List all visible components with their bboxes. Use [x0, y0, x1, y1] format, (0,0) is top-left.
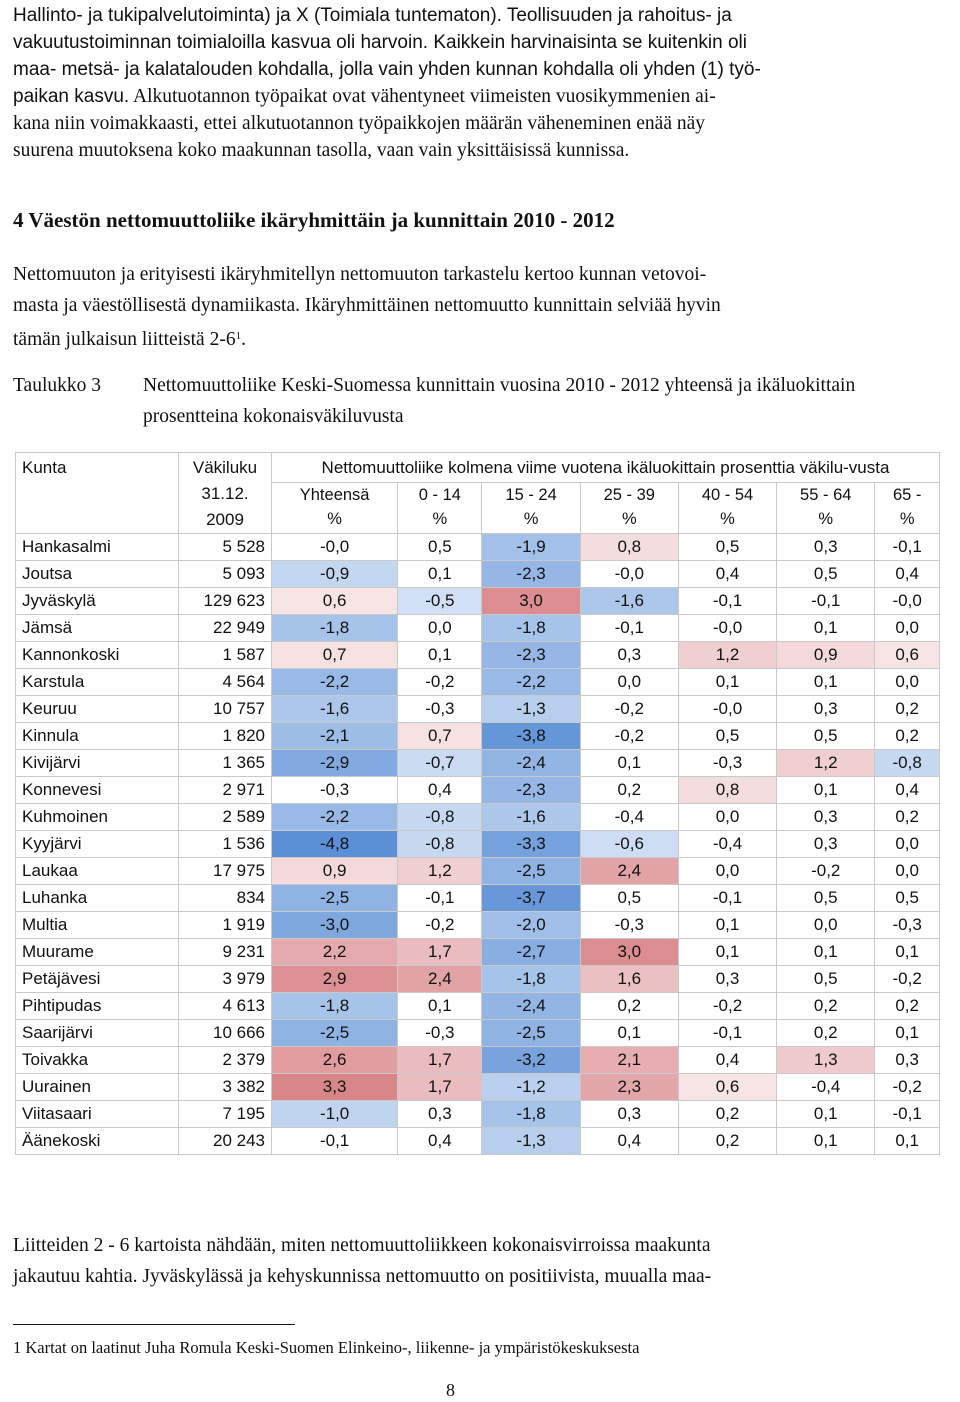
cell-value: 0,2: [875, 804, 940, 831]
cell-value: 0,3: [580, 1101, 678, 1128]
cell-value: 0,0: [678, 858, 776, 885]
cell-value: -0,0: [875, 588, 940, 615]
cell-value: 0,5: [777, 723, 875, 750]
cell-kunta: Petäjävesi: [16, 966, 179, 993]
cell-value: 0,2: [875, 696, 940, 723]
cell-kunta: Luhanka: [16, 885, 179, 912]
cell-value: -0,1: [678, 1020, 776, 1047]
cell-value: 1,2: [678, 642, 776, 669]
table-row: [16, 1074, 940, 1101]
cell-value: 0,3: [777, 831, 875, 858]
top-paragraph-line: suurena muutoksena koko maakunnan tasolla, vaan vain yksittäisissä kunnissa.: [13, 140, 630, 161]
cell-vakiluku: 1 365: [179, 750, 272, 777]
cell-value: -0,4: [777, 1074, 875, 1101]
cell-value: -0,2: [678, 993, 776, 1020]
column-header-label: 25 - 39: [603, 486, 655, 505]
cell-kunta: Jämsä: [16, 615, 179, 642]
cell-vakiluku: 4 564: [179, 669, 272, 696]
cell-value: 0,3: [580, 642, 678, 669]
cell-value: 0,1: [875, 1020, 940, 1047]
cell-kunta: Saarijärvi: [16, 1020, 179, 1047]
cell-value: -1,6: [580, 588, 678, 615]
cell-value: -1,8: [272, 615, 398, 642]
cell-value: -0,2: [398, 912, 482, 939]
top-paragraph-line: paikan kasvu.: [13, 86, 130, 107]
column-header: [580, 483, 678, 534]
cell-value: 2,3: [580, 1074, 678, 1101]
cell-value: -0,2: [398, 669, 482, 696]
header-vakiluku-line: 2009: [206, 510, 244, 529]
top-paragraph: [13, 0, 953, 164]
cell-value: 0,1: [777, 939, 875, 966]
cell-value: 1,2: [398, 858, 482, 885]
cell-value: -2,1: [272, 723, 398, 750]
cell-value: -2,7: [482, 939, 580, 966]
cell-value: -2,5: [482, 858, 580, 885]
cell-value: 0,2: [875, 723, 940, 750]
cell-value: 0,4: [678, 561, 776, 588]
cell-value: -2,3: [482, 561, 580, 588]
cell-value: -3,7: [482, 885, 580, 912]
cell-value: 0,5: [875, 885, 940, 912]
table-row: [16, 615, 940, 642]
cell-value: 2,2: [272, 939, 398, 966]
cell-value: 0,5: [398, 534, 482, 561]
cell-value: 0,2: [678, 1101, 776, 1128]
cell-value: -0,4: [580, 804, 678, 831]
cell-value: -0,1: [678, 885, 776, 912]
cell-kunta: Jyväskylä: [16, 588, 179, 615]
cell-value: -2,4: [482, 993, 580, 1020]
cell-value: 0,7: [398, 723, 482, 750]
cell-value: 0,3: [678, 966, 776, 993]
cell-value: -0,8: [398, 804, 482, 831]
cell-kunta: Pihtipudas: [16, 993, 179, 1020]
cell-value: 0,6: [678, 1074, 776, 1101]
table-row: [16, 534, 940, 561]
cell-vakiluku: 3 979: [179, 966, 272, 993]
cell-value: 0,5: [777, 885, 875, 912]
cell-kunta: Joutsa: [16, 561, 179, 588]
cell-value: 0,4: [875, 561, 940, 588]
cell-value: -2,5: [272, 885, 398, 912]
cell-value: -0,2: [580, 723, 678, 750]
intro-line: masta ja väestöllisestä dynamiikasta. Ikäryhmittäinen nettomuutto kunnittain selviää hyvin: [13, 295, 721, 316]
cell-vakiluku: 1 536: [179, 831, 272, 858]
cell-kunta: Kyyjärvi: [16, 831, 179, 858]
cell-value: -2,9: [272, 750, 398, 777]
cell-value: -2,2: [272, 804, 398, 831]
cell-value: 0,1: [875, 939, 940, 966]
table-row: [16, 1020, 940, 1047]
cell-value: -0,3: [875, 912, 940, 939]
page-number: 8: [446, 1380, 455, 1400]
cell-vakiluku: 10 757: [179, 696, 272, 723]
table-body: [16, 534, 940, 1155]
table-row: [16, 669, 940, 696]
header-group: Nettomuuttoliike kolmena viime vuotena ikäluokittain prosenttia väkilu-vusta: [272, 453, 940, 483]
table-row: [16, 885, 940, 912]
table-row: [16, 1128, 940, 1155]
table-row: [16, 993, 940, 1020]
caption-label: Taulukko 3: [13, 375, 101, 396]
cell-value: -3,0: [272, 912, 398, 939]
cell-value: -0,3: [398, 1020, 482, 1047]
cell-vakiluku: 1 919: [179, 912, 272, 939]
net-migration-table: [15, 452, 940, 1155]
cell-kunta: Kinnula: [16, 723, 179, 750]
cell-value: 0,1: [777, 777, 875, 804]
cell-value: -0,3: [580, 912, 678, 939]
column-header: [398, 483, 482, 534]
table-row: [16, 1101, 940, 1128]
cell-kunta: Äänekoski: [16, 1128, 179, 1155]
cell-value: -2,5: [482, 1020, 580, 1047]
cell-vakiluku: 20 243: [179, 1128, 272, 1155]
cell-value: -0,2: [580, 696, 678, 723]
table-row: [16, 696, 940, 723]
intro-paragraph: [13, 259, 943, 355]
cell-value: -1,3: [482, 696, 580, 723]
cell-value: -0,2: [875, 966, 940, 993]
cell-value: 0,1: [777, 615, 875, 642]
header-vakiluku-line: Väkiluku: [192, 458, 258, 477]
cell-value: -0,8: [398, 831, 482, 858]
cell-value: 0,1: [777, 1128, 875, 1155]
cell-value: 3,0: [580, 939, 678, 966]
cell-value: -0,5: [398, 588, 482, 615]
cell-vakiluku: 834: [179, 885, 272, 912]
cell-value: 0,4: [398, 777, 482, 804]
footnote-text: Kartat on laatinut Juha Romula Keski-Suomen Elinkeino-, liikenne- ja ympäristökeskuksesta: [21, 1338, 640, 1357]
cell-value: -0,0: [678, 696, 776, 723]
cell-value: -2,2: [482, 669, 580, 696]
cell-kunta: Kuhmoinen: [16, 804, 179, 831]
cell-value: 0,0: [678, 804, 776, 831]
cell-value: 0,1: [398, 993, 482, 1020]
cell-value: 1,3: [777, 1047, 875, 1074]
cell-value: -0,7: [398, 750, 482, 777]
table-row: [16, 777, 940, 804]
cell-vakiluku: 4 613: [179, 993, 272, 1020]
cell-value: 0,4: [678, 1047, 776, 1074]
cell-value: 0,0: [875, 831, 940, 858]
cell-kunta: Laukaa: [16, 858, 179, 885]
column-header: [482, 483, 580, 534]
cell-value: -0,1: [272, 1128, 398, 1155]
cell-kunta: Hankasalmi: [16, 534, 179, 561]
cell-vakiluku: 2 379: [179, 1047, 272, 1074]
cell-value: 2,9: [272, 966, 398, 993]
section-heading: 4 Väestön nettomuuttoliike ikäryhmittäin ja kunnittain 2010 - 2012: [13, 208, 615, 232]
column-header-label: 15 - 24: [505, 486, 557, 505]
cell-value: -1,8: [272, 993, 398, 1020]
cell-value: -1,6: [272, 696, 398, 723]
document-page: [13, 0, 953, 1400]
table-row: [16, 804, 940, 831]
footnote-divider: [13, 1324, 295, 1325]
cell-kunta: Kannonkoski: [16, 642, 179, 669]
cell-vakiluku: 2 589: [179, 804, 272, 831]
cell-kunta: Muurame: [16, 939, 179, 966]
cell-value: 0,9: [272, 858, 398, 885]
column-header: [875, 483, 940, 534]
cell-value: 0,3: [777, 804, 875, 831]
cell-value: -2,5: [272, 1020, 398, 1047]
cell-value: 0,1: [398, 561, 482, 588]
cell-value: -2,0: [482, 912, 580, 939]
cell-value: 0,6: [272, 588, 398, 615]
cell-value: 0,4: [580, 1128, 678, 1155]
cell-value: -0,1: [777, 588, 875, 615]
header-vakiluku-line: 31.12.: [201, 484, 249, 503]
table-row: [16, 939, 940, 966]
cell-value: 3,0: [482, 588, 580, 615]
cell-vakiluku: 2 971: [179, 777, 272, 804]
cell-kunta: Keuruu: [16, 696, 179, 723]
cell-kunta: Konnevesi: [16, 777, 179, 804]
cell-value: 0,5: [777, 966, 875, 993]
table-caption: [13, 370, 943, 432]
cell-value: -3,2: [482, 1047, 580, 1074]
cell-value: 0,7: [272, 642, 398, 669]
cell-value: 0,1: [580, 750, 678, 777]
cell-value: -0,9: [272, 561, 398, 588]
column-header-label: 40 - 54: [701, 486, 754, 505]
column-header: [678, 483, 776, 534]
cell-value: 0,5: [777, 561, 875, 588]
cell-value: 0,1: [580, 1020, 678, 1047]
cell-value: 0,2: [678, 1128, 776, 1155]
table-row: [16, 858, 940, 885]
cell-value: 0,1: [678, 912, 776, 939]
column-header-unit: %: [327, 510, 342, 529]
cell-value: -0,8: [875, 750, 940, 777]
table-row: [16, 642, 940, 669]
cell-value: 0,3: [777, 696, 875, 723]
cell-vakiluku: 3 382: [179, 1074, 272, 1101]
cell-value: 0,9: [777, 642, 875, 669]
cell-kunta: Uurainen: [16, 1074, 179, 1101]
cell-value: 0,2: [777, 1020, 875, 1047]
table-row: [16, 723, 940, 750]
cell-value: -2,3: [482, 777, 580, 804]
cell-value: 0,3: [398, 1101, 482, 1128]
cell-value: 3,3: [272, 1074, 398, 1101]
cell-value: 0,4: [398, 1128, 482, 1155]
column-header: [777, 483, 875, 534]
column-header-label: 0 - 14: [418, 486, 461, 505]
cell-value: 0,2: [875, 993, 940, 1020]
cell-value: 0,3: [875, 1047, 940, 1074]
table-row: [16, 588, 940, 615]
cell-value: 2,4: [580, 858, 678, 885]
column-header: [272, 483, 398, 534]
cell-value: -1,8: [482, 1101, 580, 1128]
cell-vakiluku: 1 820: [179, 723, 272, 750]
cell-kunta: Multia: [16, 912, 179, 939]
cell-value: 0,2: [580, 993, 678, 1020]
column-header-unit: %: [523, 510, 539, 529]
cell-value: -4,8: [272, 831, 398, 858]
column-header-unit: %: [432, 510, 448, 529]
cell-value: -0,0: [580, 561, 678, 588]
intro-line: Nettomuuton ja erityisesti ikäryhmitellyn nettomuuton tarkastelu kertoo kunnan vetovoi-: [13, 264, 707, 285]
cell-vakiluku: 5 528: [179, 534, 272, 561]
cell-vakiluku: 9 231: [179, 939, 272, 966]
cell-value: -0,4: [678, 831, 776, 858]
top-paragraph-line: vakuutustoiminnan toimialoilla kasvua oli harvoin. Kaikkein harvinaisinta se kuitenkin oli: [13, 32, 747, 53]
top-paragraph-line: Alkutuotannon työpaikat ovat vähentyneet viimeisten vuosikymmenien ai-: [129, 86, 716, 107]
cell-value: 0,6: [875, 642, 940, 669]
footnote-mark: 1: [13, 1338, 22, 1357]
cell-kunta: Viitasaari: [16, 1101, 179, 1128]
cell-value: -0,2: [875, 1074, 940, 1101]
cell-value: 0,1: [678, 939, 776, 966]
cell-value: 0,1: [398, 642, 482, 669]
cell-value: 1,7: [398, 1074, 482, 1101]
cell-value: -1,0: [272, 1101, 398, 1128]
cell-value: -0,0: [678, 615, 776, 642]
cell-value: 0,8: [678, 777, 776, 804]
cell-value: -0,0: [272, 534, 398, 561]
cell-value: 0,2: [777, 993, 875, 1020]
column-header-label: 65 -: [892, 486, 922, 505]
cell-value: -2,3: [482, 642, 580, 669]
cell-vakiluku: 129 623: [179, 588, 272, 615]
cell-value: 0,1: [777, 1101, 875, 1128]
cell-kunta: Toivakka: [16, 1047, 179, 1074]
cell-kunta: Karstula: [16, 669, 179, 696]
cell-value: -0,1: [875, 534, 940, 561]
cell-value: 0,3: [777, 534, 875, 561]
bottom-paragraph: [13, 1230, 943, 1292]
cell-value: -0,1: [678, 588, 776, 615]
cell-value: 0,0: [580, 669, 678, 696]
header-vakiluku: [179, 453, 272, 534]
intro-line-end: .: [241, 329, 246, 350]
cell-value: 0,0: [875, 615, 940, 642]
cell-value: -1,8: [482, 966, 580, 993]
footnote-ref: 1: [235, 330, 242, 342]
cell-value: 0,0: [875, 858, 940, 885]
cell-value: -1,6: [482, 804, 580, 831]
cell-value: -0,1: [875, 1101, 940, 1128]
table-row: [16, 966, 940, 993]
cell-vakiluku: 5 093: [179, 561, 272, 588]
top-paragraph-line: kana niin voimakkaasti, ettei alkutuotannon työpaikkojen määrän väheneminen enää näy: [13, 113, 706, 134]
cell-value: 0,1: [678, 669, 776, 696]
cell-value: -0,3: [678, 750, 776, 777]
cell-value: 0,5: [580, 885, 678, 912]
cell-vakiluku: 10 666: [179, 1020, 272, 1047]
cell-vakiluku: 7 195: [179, 1101, 272, 1128]
bottom-line: Liitteiden 2 - 6 kartoista nähdään, miten nettomuuttoliikkeen kokonaisvirroissa maakunta: [13, 1235, 711, 1256]
cell-value: 0,1: [777, 669, 875, 696]
cell-value: 2,4: [398, 966, 482, 993]
cell-value: -3,8: [482, 723, 580, 750]
cell-value: 1,6: [580, 966, 678, 993]
cell-value: 1,2: [777, 750, 875, 777]
table-row: [16, 912, 940, 939]
cell-value: 0,0: [875, 669, 940, 696]
header-kunta: Kunta: [16, 453, 179, 534]
column-header-label: 55 - 64: [800, 486, 852, 505]
cell-value: 0,8: [580, 534, 678, 561]
cell-value: 0,1: [875, 1128, 940, 1155]
cell-value: 2,1: [580, 1047, 678, 1074]
cell-value: -1,8: [482, 615, 580, 642]
cell-value: 0,0: [777, 912, 875, 939]
cell-value: 2,6: [272, 1047, 398, 1074]
cell-value: -1,2: [482, 1074, 580, 1101]
table-row: [16, 750, 940, 777]
cell-value: 0,2: [580, 777, 678, 804]
caption-text: Nettomuuttoliike Keski-Suomessa kunnittain vuosina 2010 - 2012 yhteensä ja ikäluokittain prosentteina kokonaisväkiluvusta: [143, 375, 856, 427]
cell-value: 1,7: [398, 1047, 482, 1074]
cell-value: -2,4: [482, 750, 580, 777]
cell-vakiluku: 17 975: [179, 858, 272, 885]
column-header-unit: %: [818, 510, 834, 529]
cell-value: -0,2: [777, 858, 875, 885]
column-header-unit: %: [899, 510, 915, 529]
cell-value: -0,1: [398, 885, 482, 912]
column-header-unit: %: [621, 510, 637, 529]
cell-value: 0,4: [875, 777, 940, 804]
cell-value: -0,6: [580, 831, 678, 858]
cell-value: -0,3: [272, 777, 398, 804]
cell-value: -2,2: [272, 669, 398, 696]
table-row: [16, 1047, 940, 1074]
cell-value: -3,3: [482, 831, 580, 858]
cell-value: -1,9: [482, 534, 580, 561]
cell-value: -0,3: [398, 696, 482, 723]
cell-vakiluku: 1 587: [179, 642, 272, 669]
cell-value: -0,1: [580, 615, 678, 642]
cell-value: -1,3: [482, 1128, 580, 1155]
footnote: [13, 1336, 639, 1360]
top-paragraph-line: Hallinto- ja tukipalvelutoiminta) ja X (Toimiala tuntematon). Teollisuuden ja rahoitus- ja: [13, 5, 732, 26]
column-header-unit: %: [720, 510, 735, 529]
top-paragraph-line: maa- metsä- ja kalatalouden kohdalla, jolla vain yhden kunnan kohdalla oli yhden (1) työ-: [13, 59, 761, 80]
cell-value: 0,5: [678, 723, 776, 750]
cell-vakiluku: 22 949: [179, 615, 272, 642]
cell-kunta: Kivijärvi: [16, 750, 179, 777]
table-row: [16, 561, 940, 588]
cell-value: 0,5: [678, 534, 776, 561]
bottom-line: jakautuu kahtia. Jyväskylässä ja kehyskunnissa nettomuutto on positiivista, muualla maa-: [13, 1266, 712, 1287]
cell-value: 1,7: [398, 939, 482, 966]
column-header-label: Yhteensä: [299, 486, 370, 505]
intro-line: tämän julkaisun liitteistä 2-6: [13, 329, 236, 350]
cell-value: 0,0: [398, 615, 482, 642]
table-row: [16, 831, 940, 858]
